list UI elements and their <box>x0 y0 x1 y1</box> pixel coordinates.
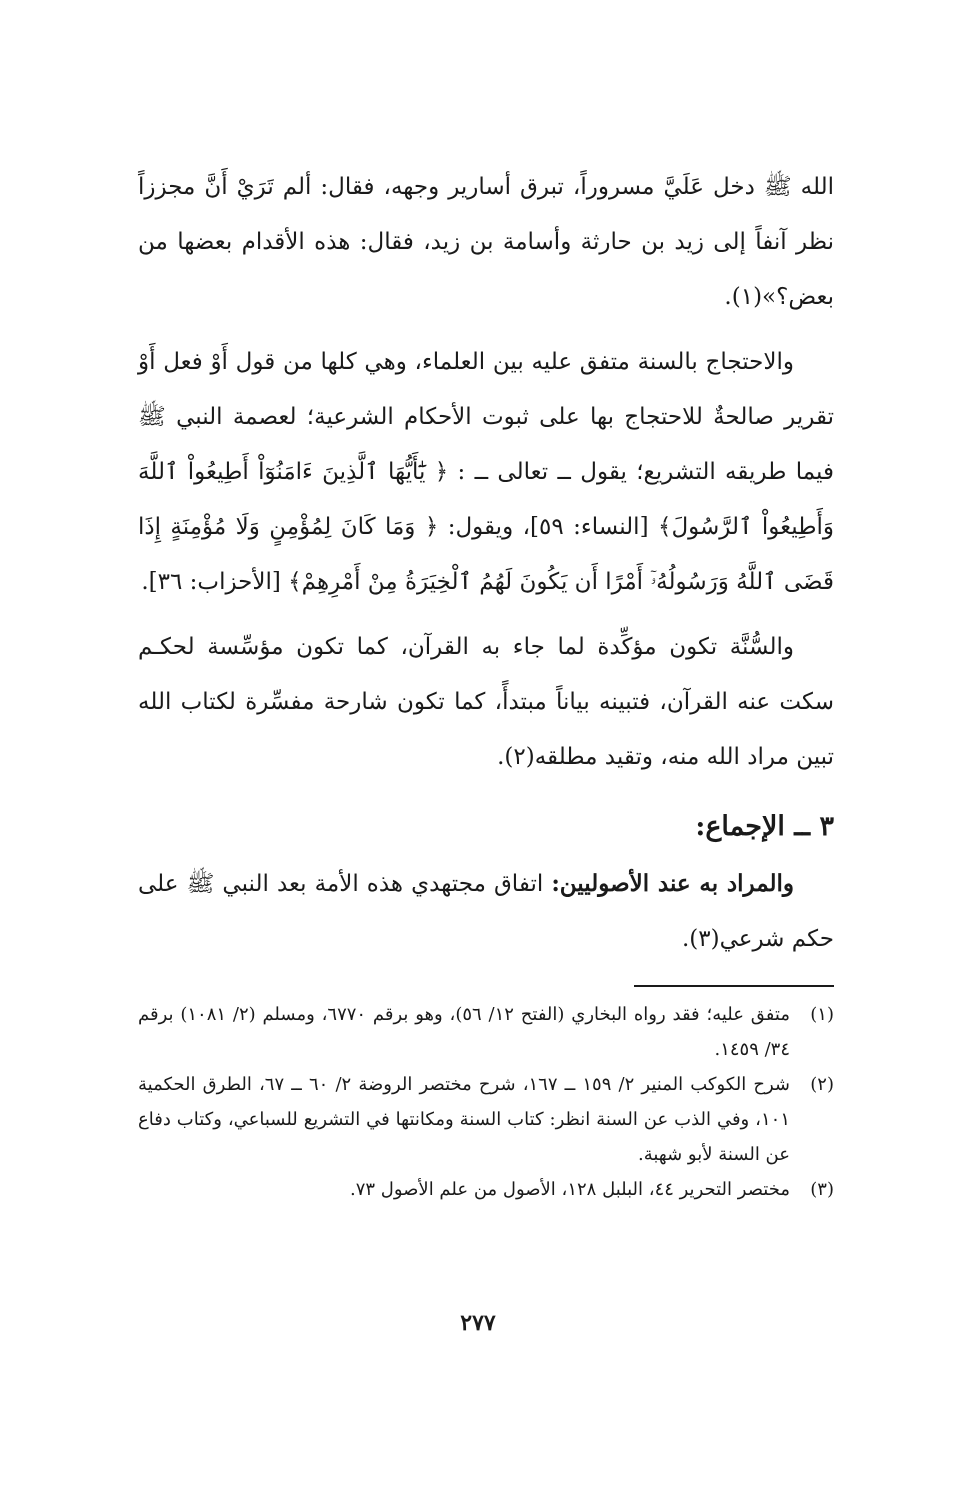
section-text: اتفاق مجتهدي هذه الأمة بعد النبي ﷺ على حكم شرعي(٣). <box>138 871 834 952</box>
footnote-number: (٢) <box>810 1074 834 1095</box>
footnote-number: (٣) <box>810 1179 834 1200</box>
footnote-3 <box>138 1172 834 1207</box>
footnote-number: (١) <box>810 1004 834 1025</box>
footnote-2 <box>138 1067 834 1172</box>
footnote-text: متفق عليه؛ فقد رواه البخاري (الفتح ١٢/ ٥٦)، وهو برقم ٦٧٧٠، ومسلم (٢/ ١٠٨١) برقم ٣٤/ ١٤٥٩. <box>138 1004 790 1060</box>
paragraph-1: الله ﷺ دخل عَلَيَّ مسروراً، تبرق أسارير وجهه، فقال: ألم تَرَيْ أَنَّ مجززاً نظر آنفاً إلى زيد بن حارثة وأسامة بن زيد، فقال: هذه الأقدام بعضها من بعض؟»(١). <box>138 174 834 310</box>
footnote-text: مختصر التحرير ٤٤، البلبل ١٢٨، الأصول من علم الأصول ٧٣. <box>349 1179 790 1200</box>
paragraph-3: والسُّنَّة تكون مؤكِّدة لما جاء به القرآن، كما تكون مؤسِّسة لحكـم سكت عنه القرآن، فتبينه بياناً مبتدأً، كما تكون شارحة مفسِّرة لكتاب الله تبين مراد الله منه، وتقيد مطلقه(٢). <box>138 634 834 770</box>
footnote-text: شرح الكوكب المنير ٢/ ١٥٩ ــ ١٦٧، شرح مختصر الروضة ٢/ ٦٠ ــ ٦٧، الطرق الحكمية ١٠١، وفي الذب عن السنة انظر: كتاب السنة ومكانتها في التشريع للسباعي، وكتاب دفاع عن السنة لأبو شهبة. <box>138 1074 791 1165</box>
footnote-separator <box>634 985 834 987</box>
section-lead: والمراد به عند الأصوليين: <box>551 870 794 897</box>
section-heading: ٣ ــ الإجماع: <box>695 811 834 842</box>
paragraph-2: والاحتجاج بالسنة متفق عليه بين العلماء، وهي كلها من قول أَوْ فعل أَوْ تقرير صالحةٌ للاحتجاج بها على ثبوت الأحكام الشرعية؛ لعصمة النبي ﷺ فيما طريقه التشريع؛ يقول ــ تعالى ــ : ﴿ يَٰٓأَيُّهَا ٱلَّذِينَ ءَامَنُوٓاْ أَطِيعُواْ ٱللَّهَ وَأَطِيعُواْ ٱلرَّسُولَ﴾ [النساء: ٥٩]، ويقول: ﴿ وَمَا كَانَ لِمُؤْمِنٍ وَلَا مُؤْمِنَةٍ إِذَا قَضَى ٱللَّهُ وَرَسُولُهُۥٓ أَمْرًا أَن يَكُونَ لَهُمُ ٱلْخِيَرَةُ مِنْ أَمْرِهِمْ﴾ [الأحزاب: ٣٦]. <box>138 349 835 595</box>
footnotes <box>138 997 834 1207</box>
page-number: ٢٧٧ <box>460 1310 496 1336</box>
section-paragraph <box>138 856 834 967</box>
footnote-1 <box>138 997 834 1067</box>
page-body <box>138 160 834 1207</box>
